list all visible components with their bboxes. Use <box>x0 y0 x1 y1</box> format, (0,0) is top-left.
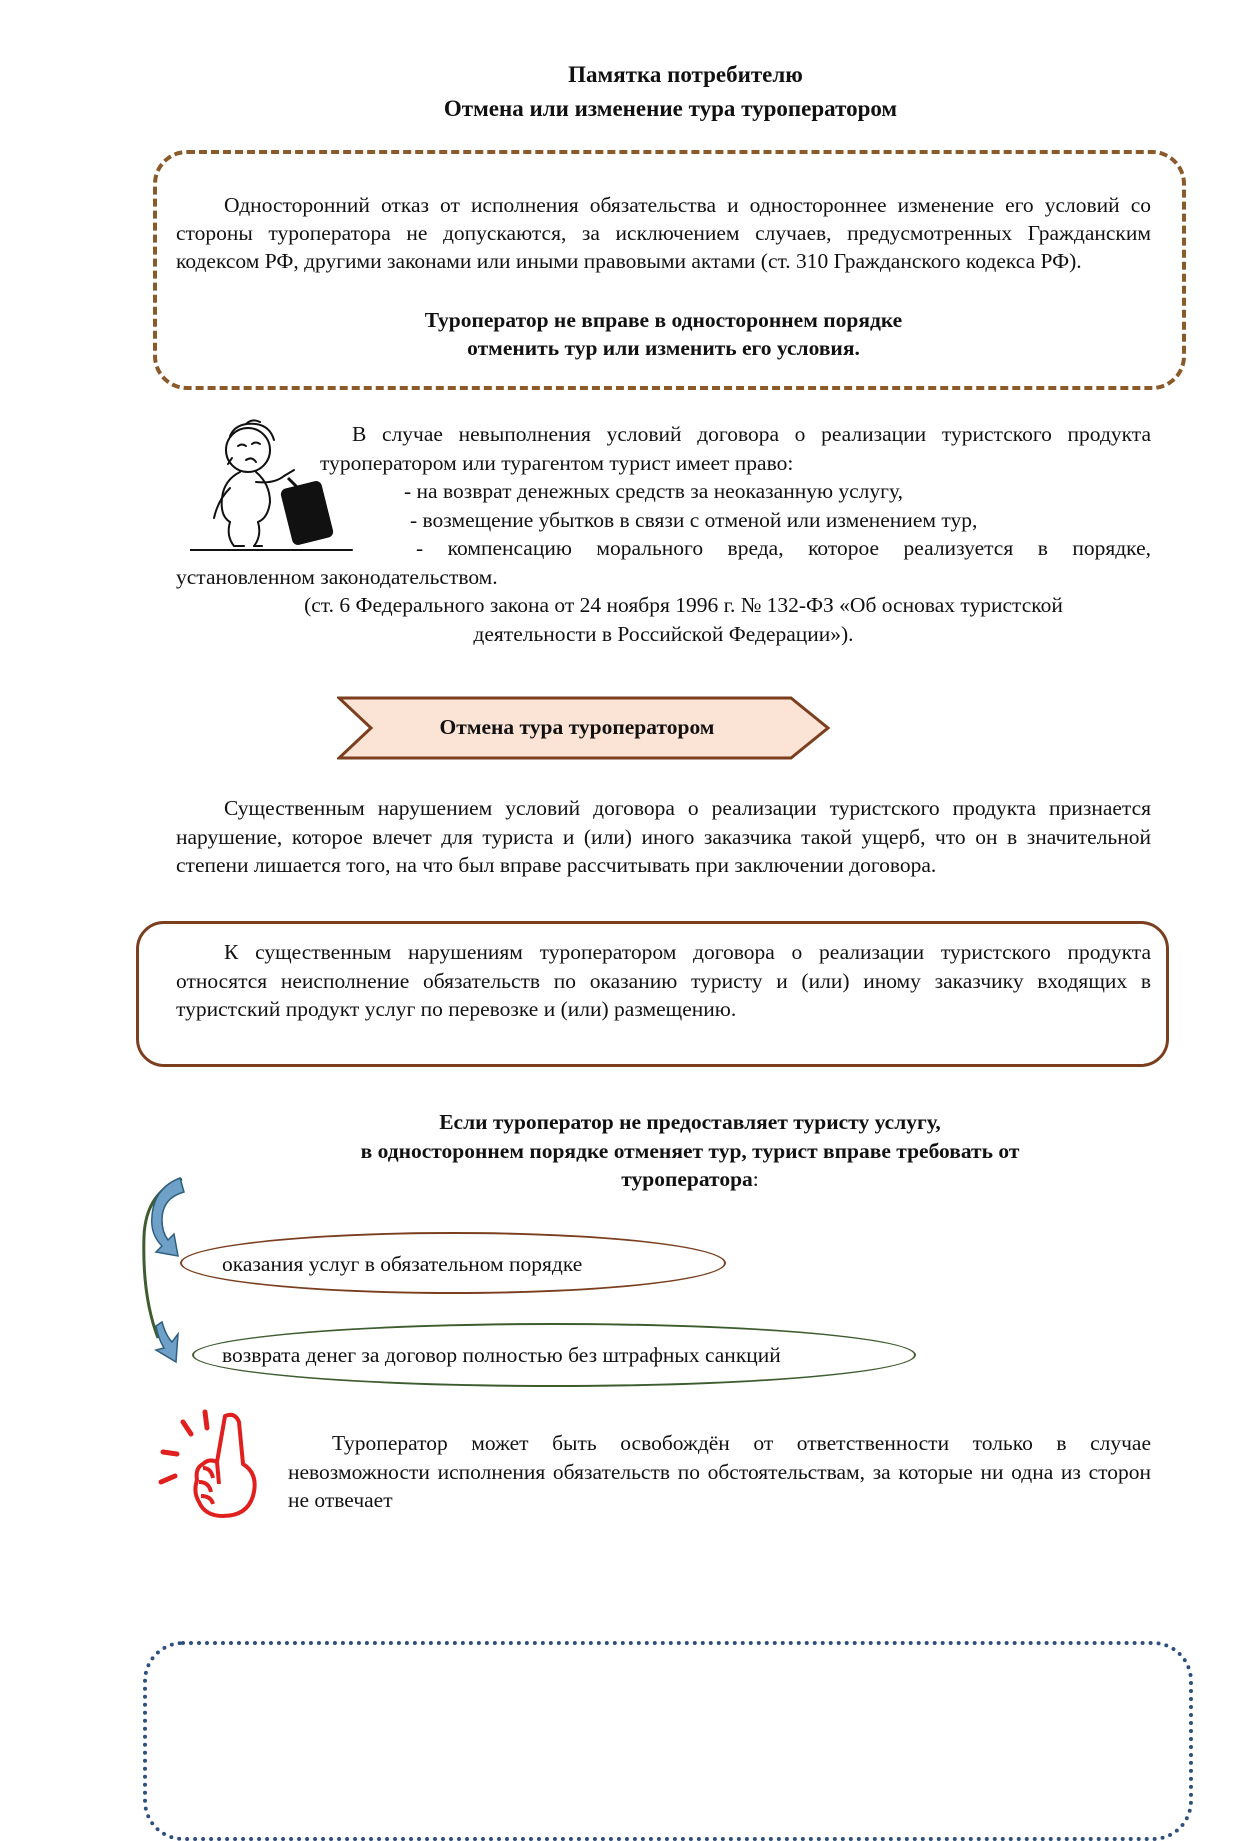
intro-text: Односторонний отказ от исполнения обязательства и одностороннее изменение его условий со стороны туроператора не допускаются, за исключением случаев, предусмотренных Гражданским кодексом РФ, другими законами или иными правовыми актами (ст. 310 Гражданского кодекса РФ). <box>176 193 1151 273</box>
rights-item-1: - на возврат денежных средств за неоказанную услугу, <box>404 479 903 503</box>
intro-bold-statement <box>176 306 1151 362</box>
material-breach-text: Существенным нарушением условий договора о реализации туристского продукта признается нарушение, которое влечет для туриста и (или) иного заказчика такой ущерб, что он в значительной степени лишается того, на что был вправе рассчитывать при заключении договора. <box>176 796 1151 877</box>
demands-heading-line-1: Если туроператор не предоставляет туристу услугу, <box>439 1110 941 1134</box>
rights-item-3: - компенсацию морального вреда, которое реализуется в порядке, установленном законодательством. <box>176 536 1151 589</box>
demands-heading <box>290 1108 1090 1194</box>
intro-bold-line-1: Туроператор не вправе в одностороннем порядке <box>424 308 903 332</box>
citation-line-2: деятельности в Российской Федерации»). <box>473 621 854 646</box>
breach-box-text: К существенным нарушениям туроператором договора о реализации туристского продукта относятся неисполнение обязательств по оказанию туристу и (или) иному заказчику входящих в туристский продукт услуг по перевозке и (или) размещению. <box>176 940 1151 1021</box>
demands-heading-colon: : <box>752 1167 759 1191</box>
option-1-text: оказания услуг в обязательном порядке <box>222 1252 583 1276</box>
bottom-dotted-box <box>143 1641 1193 1841</box>
banner-label: Отмена тура туроператором <box>439 715 715 739</box>
rights-item-2: - возмещение убытков в связи с отменой или изменением тур, <box>410 507 978 532</box>
citation-line-1: (ст. 6 Федерального закона от 24 ноября 1996 г. № 132-ФЗ «Об основах туристской <box>304 593 1063 617</box>
rights-lead: В случае невыполнения условий договора о реализации туристского продукта туроператором или турагентом турист имеет право: <box>320 422 1151 475</box>
curved-arrow-icon <box>132 1176 192 1376</box>
option-2-text: возврата денег за договор полностью без штрафных санкций <box>222 1343 781 1367</box>
rights-section <box>176 420 1151 591</box>
raised-finger-attention-icon <box>155 1408 275 1520</box>
title-line-2: Отмена или изменение тура туроператором <box>443 96 898 121</box>
liability-text: Туроператор может быть освобождён от ответственности только в случае невозможности исполнения обязательств по обстоятельствам, за которые ни одна из сторон не отвечает <box>288 1431 1151 1512</box>
page-title <box>0 58 1241 126</box>
demands-heading-line-2: в одностороннем порядке отменяет тур, турист вправе требовать от <box>360 1138 1020 1163</box>
demands-heading-line-3: туроператора <box>621 1167 753 1191</box>
title-line-1: Памятка потребителю <box>568 62 803 87</box>
rights-citation <box>176 591 1151 648</box>
intro-bold-line-2: отменить тур или изменить его условия. <box>467 336 860 360</box>
